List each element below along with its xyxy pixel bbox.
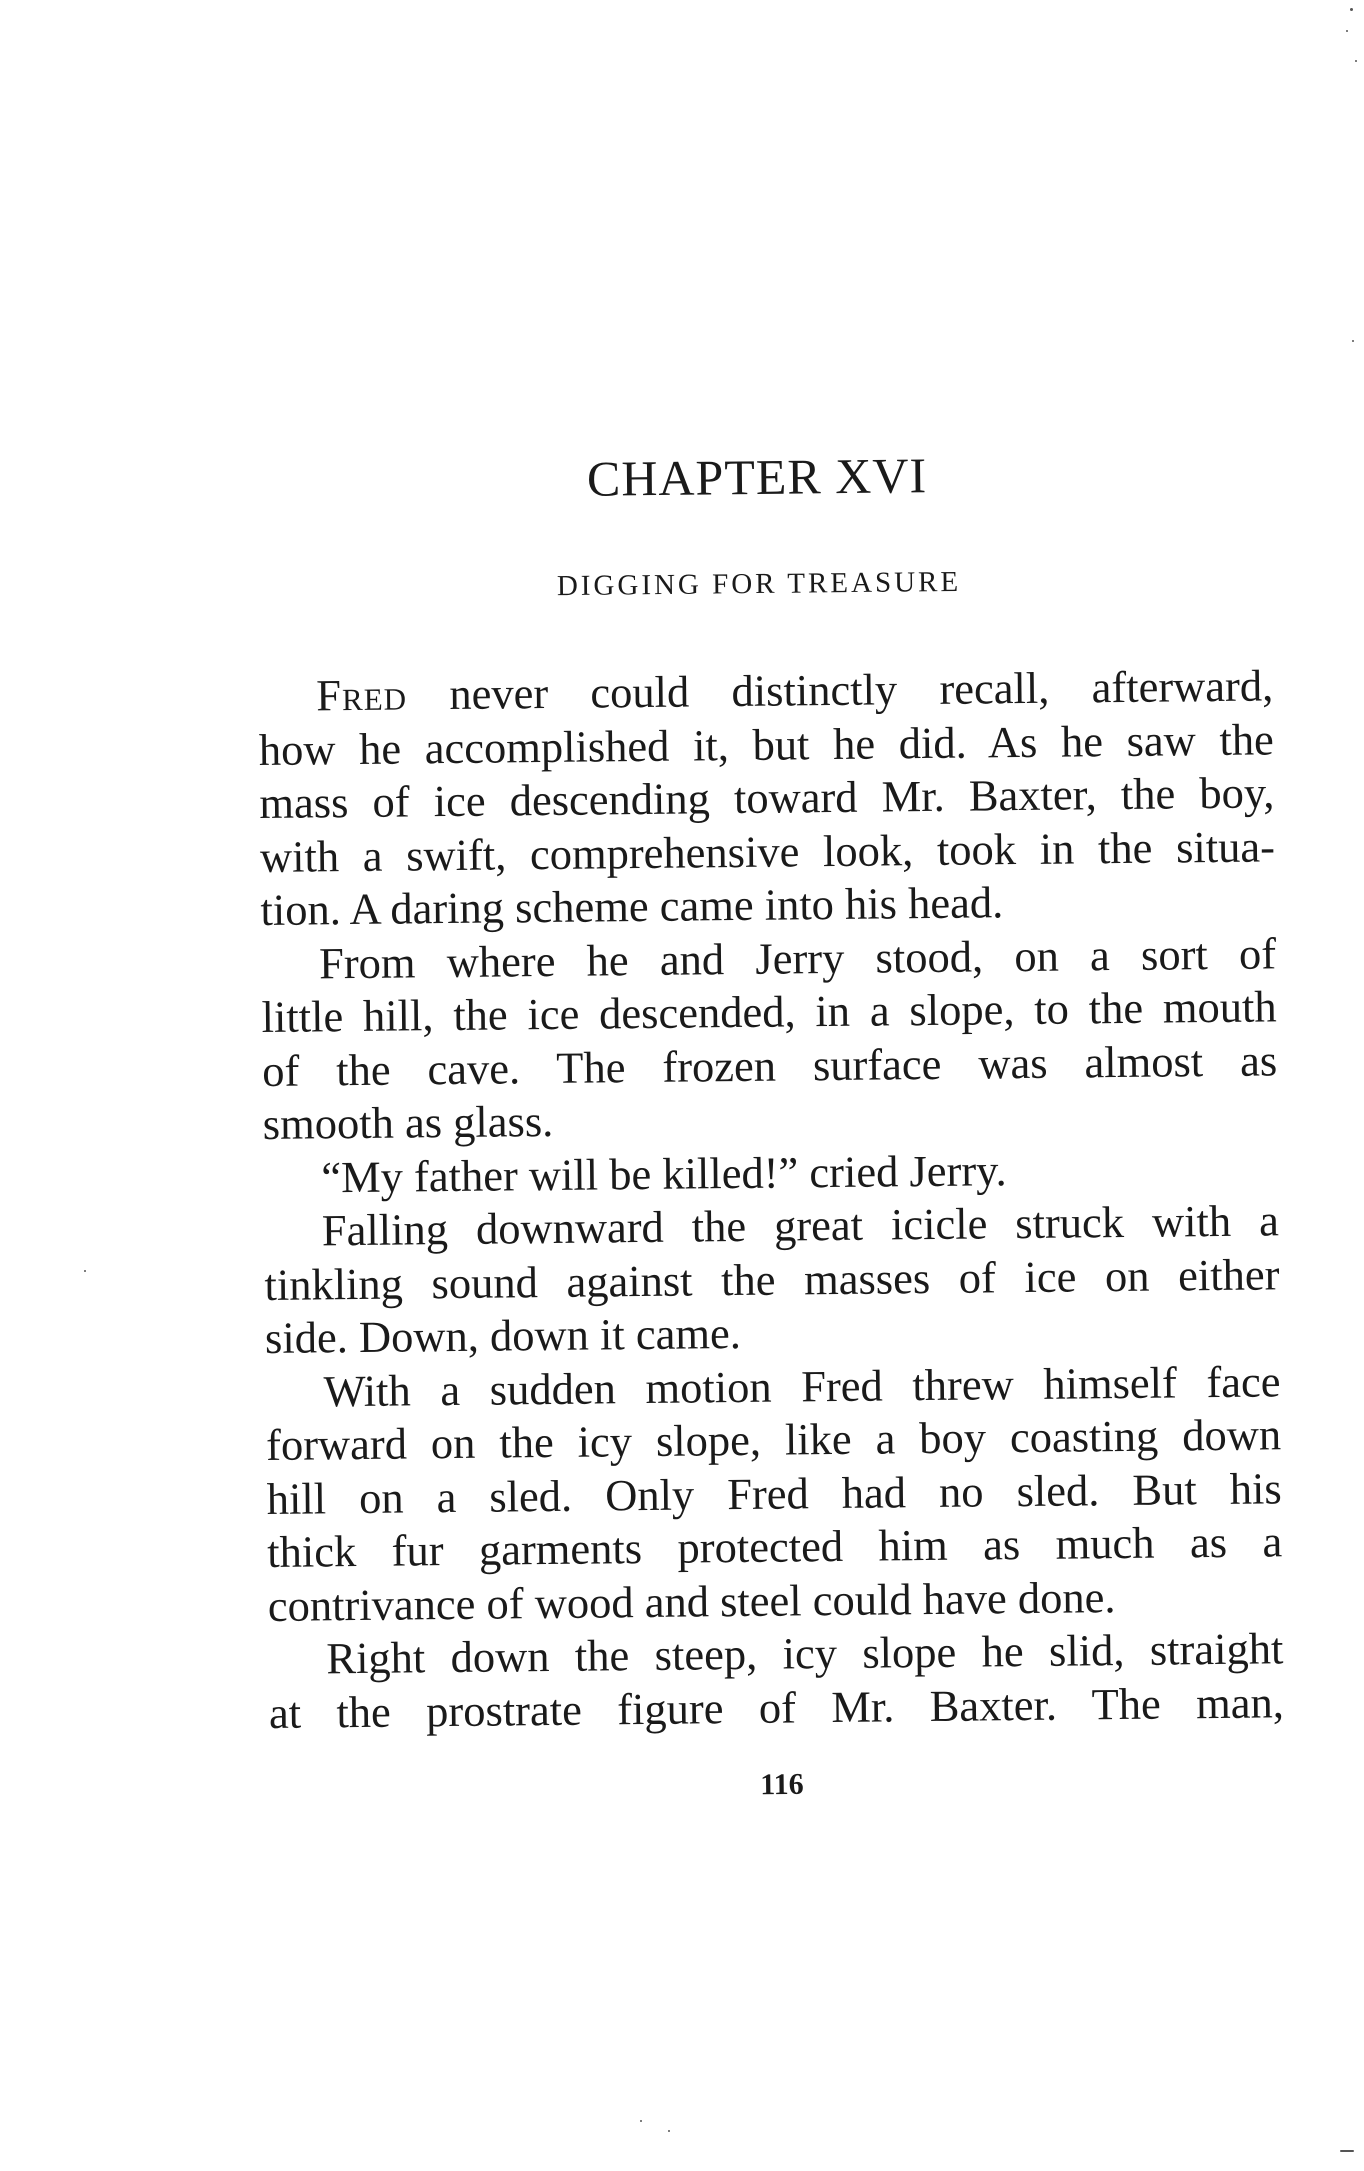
paper-speck xyxy=(1350,8,1353,11)
text-line: “My father will be killed!” cried Jerry. xyxy=(321,1144,1007,1202)
text-line: forward on the icy slope, like a boy coasting down xyxy=(265,1409,1282,1470)
text-line: side. Down, down it came. xyxy=(264,1307,742,1363)
text-line: Falling downward the great icicle struck with a xyxy=(321,1195,1280,1256)
text-line: thick fur garments protected him as much as a xyxy=(266,1516,1283,1577)
chapter-subtitle: DIGGING FOR TREASURE xyxy=(556,565,962,603)
paper-speck xyxy=(1346,30,1348,32)
text-line: Fred never could distinctly recall, afterward, xyxy=(316,660,1274,721)
text-line: smooth as glass. xyxy=(262,1095,554,1149)
paper-speck xyxy=(640,2120,642,2122)
lead-word: Fred xyxy=(316,669,408,721)
paper-speck xyxy=(668,2130,670,2132)
text-line: contrivance of wood and steel could have done. xyxy=(267,1571,1116,1631)
text-line: From where he and Jerry stood, on a sort of xyxy=(318,927,1277,988)
paper-speck xyxy=(84,1270,86,1272)
text-line: tinkling sound against the masses of ice on either xyxy=(264,1248,1280,1310)
paper-speck xyxy=(1340,2150,1354,2152)
text-line: hill on a sled. Only Fred had no sled. But his xyxy=(266,1462,1282,1524)
text-line: With a sudden motion Fred threw himself face xyxy=(323,1355,1281,1416)
paper-speck xyxy=(1352,340,1354,342)
text-line: tion. A daring scheme came into his head. xyxy=(260,877,1004,935)
text-line: Right down the steep, icy slope he slid, straight xyxy=(326,1623,1284,1684)
text-line: how he accomplished it, but he did. As he saw the xyxy=(258,713,1275,775)
text-line: mass of ice descending toward Mr. Baxter, the boy, xyxy=(259,767,1275,828)
text-line: of the cave. The frozen surface was almost as xyxy=(261,1034,1278,1096)
text-line: at the prostrate figure of Mr. Baxter. The man, xyxy=(268,1676,1285,1738)
chapter-title: CHAPTER XVI xyxy=(586,447,928,507)
page-number: 116 xyxy=(760,1767,804,1802)
body-text xyxy=(258,659,1289,1740)
text-line: with a swift, comprehensive look, took in the situa- xyxy=(259,820,1276,882)
paper-speck xyxy=(1355,60,1357,62)
text-line: little hill, the ice descended, in a slope, to the mouth xyxy=(261,981,1277,1042)
